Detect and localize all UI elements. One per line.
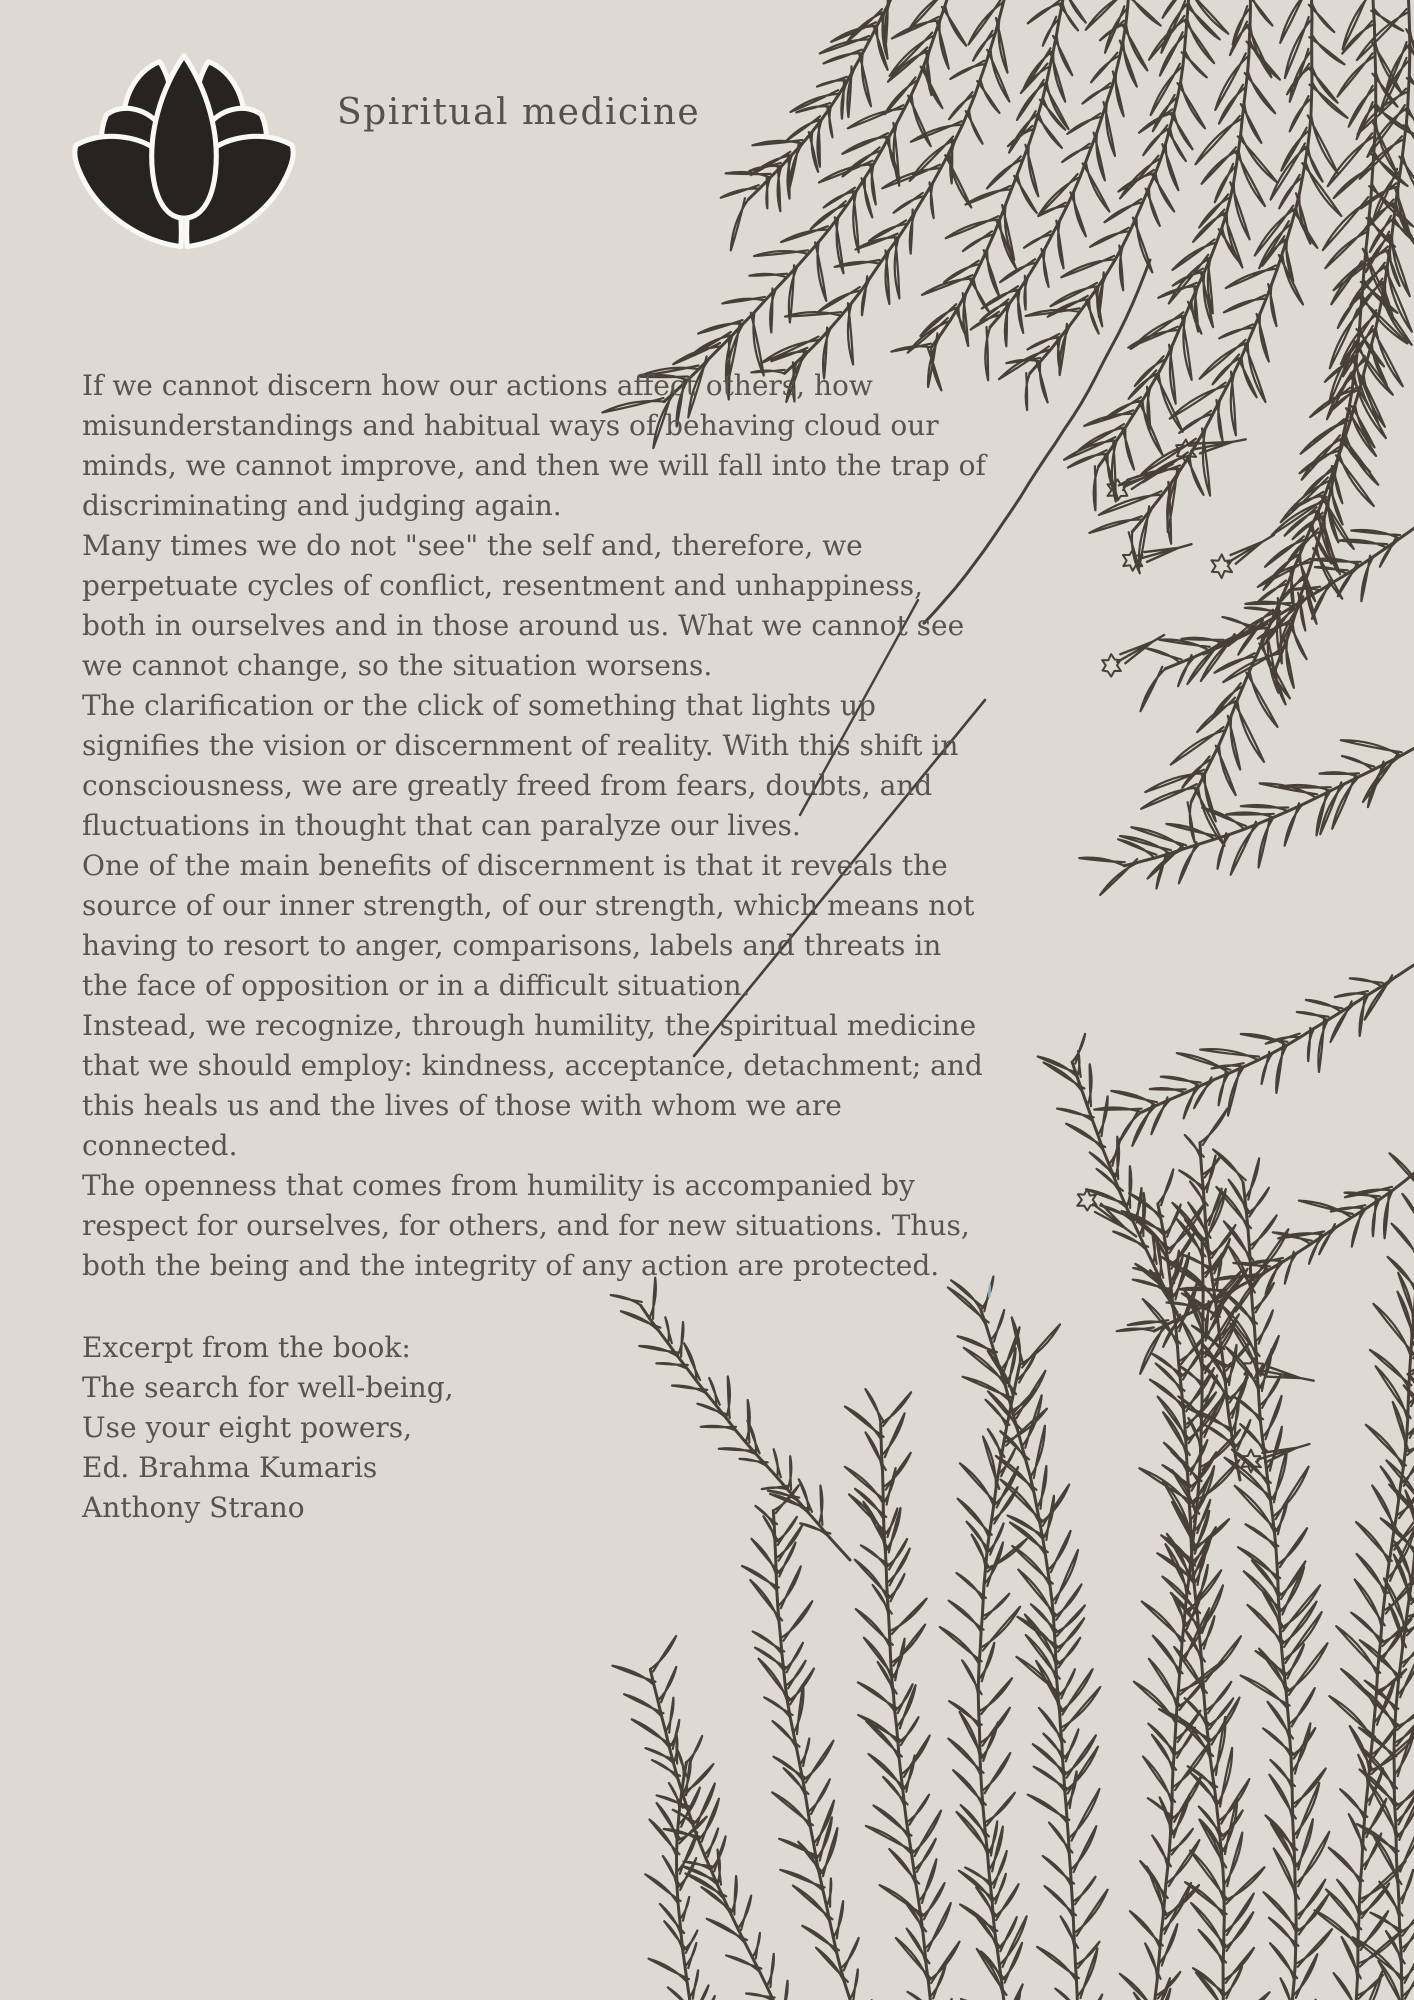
scan-artifact-mark [988,1284,991,1298]
credit-line: Use your eight powers, [82,1411,413,1444]
body-text [82,366,988,1528]
credit-line: Excerpt from the book: [82,1331,411,1364]
credit-line: The search for well-being, [82,1371,454,1404]
paragraph: The clarification or the click of something that lights up signifies the vision or discernment of reality. With this shift in consciousness, we are greatly freed from fears, doubts, and fluctuations in thought that can paralyze our lives. [82,689,959,842]
paragraph: The openness that comes from humility is accompanied by respect for ourselves, for others, and for new situations. Thus, both the being and the integrity of any action are protected. [82,1169,970,1282]
credits-block [82,1328,988,1528]
page-title: Spiritual medicine [337,92,701,133]
paragraph: Many times we do not "see" the self and, therefore, we perpetuate cycles of conflict, resentment and unhappiness, both in ourselves and in those around us. What we cannot see we cannot change, so the situation worsens. [82,529,965,682]
paragraph: One of the main benefits of discernment is that it reveals the source of our inner strength, of our strength, which means not having to resort to anger, comparisons, labels and threats in the face of opposition or in a difficult situation. [82,849,975,1002]
credit-line: Ed. Brahma Kumaris [82,1451,378,1484]
paragraph: Instead, we recognize, through humility, the spiritual medicine that we should employ: kindness, acceptance, detachment; and this heals us and the lives of those with whom we are connected. [82,1009,983,1162]
credit-line: Anthony Strano [82,1491,305,1524]
paragraph: If we cannot discern how our actions affect others, how misunderstandings and habitual ways of behaving cloud our minds, we cannot improve, and then we will fall into the trap of discriminating and judging again. [82,369,986,522]
lotus-icon [62,46,306,252]
